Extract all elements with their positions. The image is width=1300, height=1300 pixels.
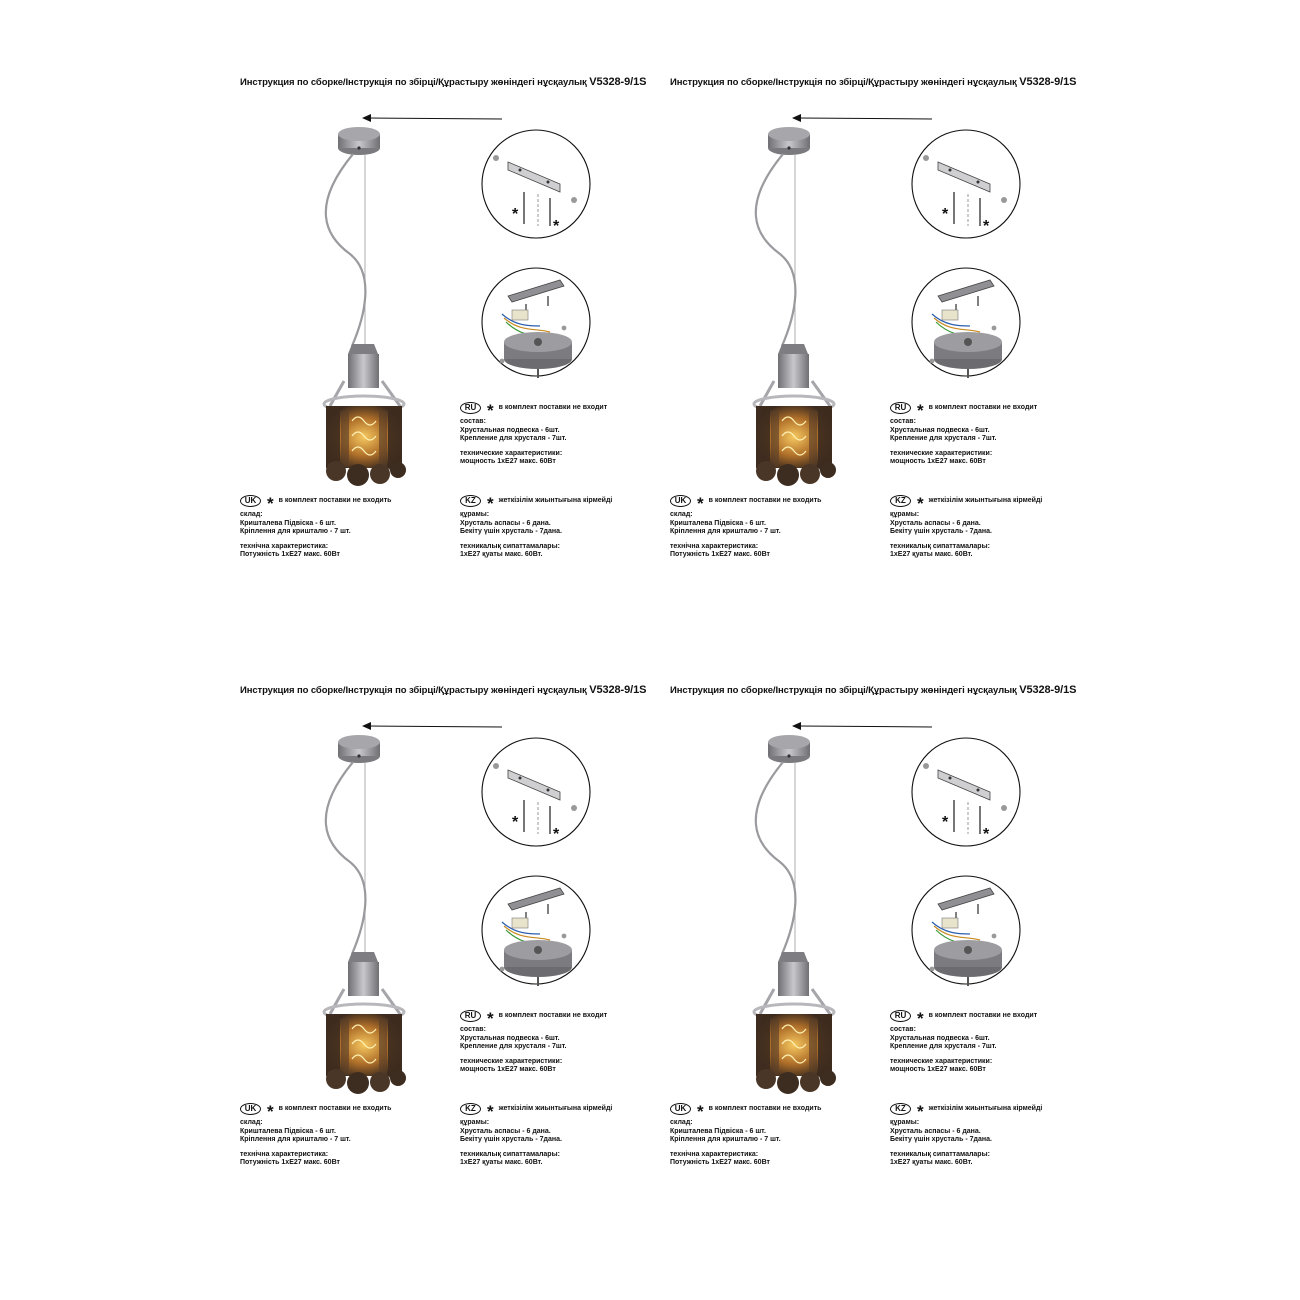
- ru-contents-item: Хрустальная подвеска - 6шт.: [890, 1034, 990, 1042]
- uk-not-included-note: в комплект поставки не входить: [278, 1104, 392, 1112]
- uk-language-badge: UK: [240, 1103, 261, 1115]
- ru-specs-label: технические характеристики:: [890, 449, 993, 457]
- uk-not-included-note: в комплект поставки не входить: [708, 496, 822, 504]
- kz-language-badge: KZ: [460, 495, 481, 507]
- ru-specs-value: мощность 1хЕ27 макс. 60Вт: [890, 1066, 986, 1074]
- detail-wiring-diagram: [482, 268, 590, 378]
- kz-contents-label: құрамы:: [890, 1119, 920, 1126]
- kz-specs-value: 1хЕ27 қуаты макс. 60Вт.: [890, 551, 973, 559]
- kz-info-block: [460, 1102, 612, 1168]
- uk-specs-label: технічна характеристика:: [670, 1150, 759, 1158]
- ru-contents-label: состав:: [890, 1026, 916, 1033]
- asterisk-mark: *: [697, 494, 704, 513]
- uk-contents-item: Кришталева Підвіска - 6 шт.: [240, 1127, 336, 1135]
- uk-specs-label: технічна характеристика:: [240, 542, 329, 550]
- asterisk-mark: *: [553, 218, 560, 235]
- ru-not-included-note: в комплект поставки не входит: [928, 403, 1038, 411]
- uk-info-block: [240, 1102, 391, 1168]
- asterisk-mark: *: [512, 814, 519, 831]
- kz-contents-label: құрамы:: [890, 511, 920, 518]
- ceiling-canopy: [338, 127, 380, 155]
- kz-language-badge: KZ: [890, 495, 911, 507]
- kz-info-block: [890, 494, 1042, 560]
- uk-contents-item: Кріплення для кришталю - 7 шт.: [240, 528, 351, 536]
- ru-contents-item: Крепление для хрусталя - 7шт.: [460, 1043, 567, 1051]
- ru-not-included-note: в комплект поставки не входит: [928, 1011, 1038, 1019]
- uk-specs-value: Потужність 1хЕ27 макс. 60Вт: [670, 1159, 770, 1167]
- model-number: V5328-9/1S: [589, 76, 647, 88]
- instruction-panel-top-left: [240, 76, 670, 636]
- model-number: V5328-9/1S: [1019, 684, 1077, 696]
- ru-contents-item: Крепление для хрусталя - 7шт.: [460, 435, 567, 443]
- uk-info-block: [670, 494, 821, 560]
- ru-language-badge: RU: [460, 402, 481, 414]
- ceiling-canopy: [768, 127, 810, 155]
- asterisk-mark: *: [487, 401, 494, 420]
- asterisk-mark: *: [487, 1009, 494, 1028]
- kz-specs-label: техникалық сипаттамалары:: [890, 1150, 990, 1158]
- direction-arrow: [362, 114, 502, 122]
- asterisk-mark: *: [553, 826, 560, 843]
- asterisk-mark: *: [487, 1102, 494, 1121]
- ru-specs-value: мощность 1хЕ27 макс. 60Вт: [460, 458, 556, 466]
- ru-info-block: [460, 401, 607, 467]
- kz-contents-label: құрамы:: [460, 1119, 490, 1126]
- kz-specs-value: 1хЕ27 қуаты макс. 60Вт.: [460, 1159, 543, 1167]
- kz-not-included-note: жеткізілім жиынтығына кірмейді: [498, 1104, 613, 1112]
- kz-contents-item: Бекіту үшін хрусталь - 7дана.: [460, 528, 562, 536]
- ru-not-included-note: в комплект поставки не входит: [498, 403, 608, 411]
- kz-contents-label: құрамы:: [460, 511, 490, 518]
- kz-specs-label: техникалық сипаттамалары:: [890, 542, 990, 550]
- uk-specs-value: Потужність 1хЕ27 макс. 60Вт: [240, 1159, 340, 1167]
- asterisk-mark: *: [697, 1102, 704, 1121]
- kz-contents-item: Бекіту үшін хрусталь - 7дана.: [890, 528, 992, 536]
- detail-bracket-diagram: [482, 130, 590, 238]
- kz-info-block: [890, 1102, 1042, 1168]
- ru-specs-label: технические характеристики:: [890, 1057, 993, 1065]
- ru-info-block: [460, 1009, 607, 1075]
- power-cord: [326, 762, 366, 954]
- direction-arrow: [362, 722, 502, 730]
- detail-bracket-diagram: [912, 130, 1020, 238]
- kz-contents-item: Бекіту үшін хрусталь - 7дана.: [460, 1136, 562, 1144]
- kz-contents-item: Хрусталь аспасы - 6 дана.: [890, 1127, 981, 1135]
- kz-not-included-note: жеткізілім жиынтығына кірмейді: [498, 496, 613, 504]
- asterisk-mark: *: [917, 494, 924, 513]
- ceiling-canopy: [768, 735, 810, 763]
- uk-contents-label: склад:: [670, 511, 693, 518]
- kz-not-included-note: жеткізілім жиынтығына кірмейді: [928, 496, 1043, 504]
- title-text: Инструкция по сборке/Інструкція по збірці/Құрастыру жөніндегі нұсқаулық: [240, 685, 587, 696]
- kz-info-block: [460, 494, 612, 560]
- uk-specs-label: технічна характеристика:: [670, 542, 759, 550]
- uk-language-badge: UK: [670, 1103, 691, 1115]
- ru-specs-value: мощность 1хЕ27 макс. 60Вт: [890, 458, 986, 466]
- uk-specs-value: Потужність 1хЕ27 макс. 60Вт: [670, 551, 770, 559]
- uk-language-badge: UK: [670, 495, 691, 507]
- ru-info-block: [890, 1009, 1037, 1075]
- asterisk-mark: *: [917, 401, 924, 420]
- uk-not-included-note: в комплект поставки не входить: [278, 496, 392, 504]
- uk-contents-item: Кріплення для кришталю - 7 шт.: [670, 1136, 781, 1144]
- detail-wiring-diagram: [482, 876, 590, 986]
- kz-contents-item: Хрусталь аспасы - 6 дана.: [460, 1127, 551, 1135]
- ru-not-included-note: в комплект поставки не входит: [498, 1011, 608, 1019]
- uk-contents-item: Кришталева Підвіска - 6 шт.: [670, 1127, 766, 1135]
- ru-language-badge: RU: [890, 1010, 911, 1022]
- uk-contents-label: склад:: [670, 1119, 693, 1126]
- asterisk-mark: *: [267, 1102, 274, 1121]
- pendant-lamp: [754, 952, 836, 1094]
- detail-bracket-diagram: [482, 738, 590, 846]
- uk-specs-value: Потужність 1хЕ27 макс. 60Вт: [240, 551, 340, 559]
- direction-arrow: [792, 114, 932, 122]
- uk-not-included-note: в комплект поставки не входить: [708, 1104, 822, 1112]
- model-number: V5328-9/1S: [589, 684, 647, 696]
- detail-wiring-diagram: [912, 876, 1020, 986]
- asterisk-mark: *: [267, 494, 274, 513]
- title-text: Инструкция по сборке/Інструкція по збірці/Құрастыру жөніндегі нұсқаулық: [670, 77, 1017, 88]
- asterisk-mark: *: [942, 814, 949, 831]
- ru-contents-label: состав:: [460, 418, 486, 425]
- ru-specs-label: технические характеристики:: [460, 449, 563, 457]
- instruction-panel-bottom-right: [670, 684, 1100, 1244]
- ru-language-badge: RU: [460, 1010, 481, 1022]
- kz-contents-item: Хрусталь аспасы - 6 дана.: [890, 519, 981, 527]
- kz-specs-label: техникалық сипаттамалары:: [460, 542, 560, 550]
- ceiling-canopy: [338, 735, 380, 763]
- asterisk-mark: *: [917, 1102, 924, 1121]
- ru-contents-label: состав:: [460, 1026, 486, 1033]
- uk-language-badge: UK: [240, 495, 261, 507]
- power-cord: [756, 154, 796, 346]
- ru-contents-label: состав:: [890, 418, 916, 425]
- power-cord: [756, 762, 796, 954]
- instruction-panel-top-right: [670, 76, 1100, 636]
- ru-specs-value: мощность 1хЕ27 макс. 60Вт: [460, 1066, 556, 1074]
- uk-info-block: [240, 494, 391, 560]
- pendant-lamp: [754, 344, 836, 486]
- ru-specs-label: технические характеристики:: [460, 1057, 563, 1065]
- kz-specs-label: техникалық сипаттамалары:: [460, 1150, 560, 1158]
- kz-not-included-note: жеткізілім жиынтығына кірмейді: [928, 1104, 1043, 1112]
- kz-specs-value: 1хЕ27 қуаты макс. 60Вт.: [890, 1159, 973, 1167]
- uk-contents-item: Кришталева Підвіска - 6 шт.: [240, 519, 336, 527]
- model-number: V5328-9/1S: [1019, 76, 1077, 88]
- pendant-lamp: [324, 344, 406, 486]
- uk-info-block: [670, 1102, 821, 1168]
- uk-contents-item: Кріплення для кришталю - 7 шт.: [670, 528, 781, 536]
- ru-language-badge: RU: [890, 402, 911, 414]
- ru-contents-item: Хрустальная подвеска - 6шт.: [890, 426, 990, 434]
- kz-language-badge: KZ: [460, 1103, 481, 1115]
- uk-contents-label: склад:: [240, 1119, 263, 1126]
- ru-contents-item: Хрустальная подвеска - 6шт.: [460, 426, 560, 434]
- ru-contents-item: Крепление для хрусталя - 7шт.: [890, 435, 997, 443]
- asterisk-mark: *: [512, 206, 519, 223]
- kz-specs-value: 1хЕ27 қуаты макс. 60Вт.: [460, 551, 543, 559]
- pendant-lamp: [324, 952, 406, 1094]
- uk-contents-label: склад:: [240, 511, 263, 518]
- asterisk-mark: *: [942, 206, 949, 223]
- title-text: Инструкция по сборке/Інструкція по збірці/Құрастыру жөніндегі нұсқаулық: [240, 77, 587, 88]
- asterisk-mark: *: [917, 1009, 924, 1028]
- ru-info-block: [890, 401, 1037, 467]
- ru-contents-item: Хрустальная подвеска - 6шт.: [460, 1034, 560, 1042]
- kz-language-badge: KZ: [890, 1103, 911, 1115]
- title-text: Инструкция по сборке/Інструкція по збірці/Құрастыру жөніндегі нұсқаулық: [670, 685, 1017, 696]
- detail-bracket-diagram: [912, 738, 1020, 846]
- direction-arrow: [792, 722, 932, 730]
- asterisk-mark: *: [487, 494, 494, 513]
- asterisk-mark: *: [983, 826, 990, 843]
- uk-contents-item: Кришталева Підвіска - 6 шт.: [670, 519, 766, 527]
- instruction-panel-bottom-left: [240, 684, 670, 1244]
- power-cord: [326, 154, 366, 346]
- uk-specs-label: технічна характеристика:: [240, 1150, 329, 1158]
- kz-contents-item: Хрусталь аспасы - 6 дана.: [460, 519, 551, 527]
- detail-wiring-diagram: [912, 268, 1020, 378]
- ru-contents-item: Крепление для хрусталя - 7шт.: [890, 1043, 997, 1051]
- uk-contents-item: Кріплення для кришталю - 7 шт.: [240, 1136, 351, 1144]
- kz-contents-item: Бекіту үшін хрусталь - 7дана.: [890, 1136, 992, 1144]
- asterisk-mark: *: [983, 218, 990, 235]
